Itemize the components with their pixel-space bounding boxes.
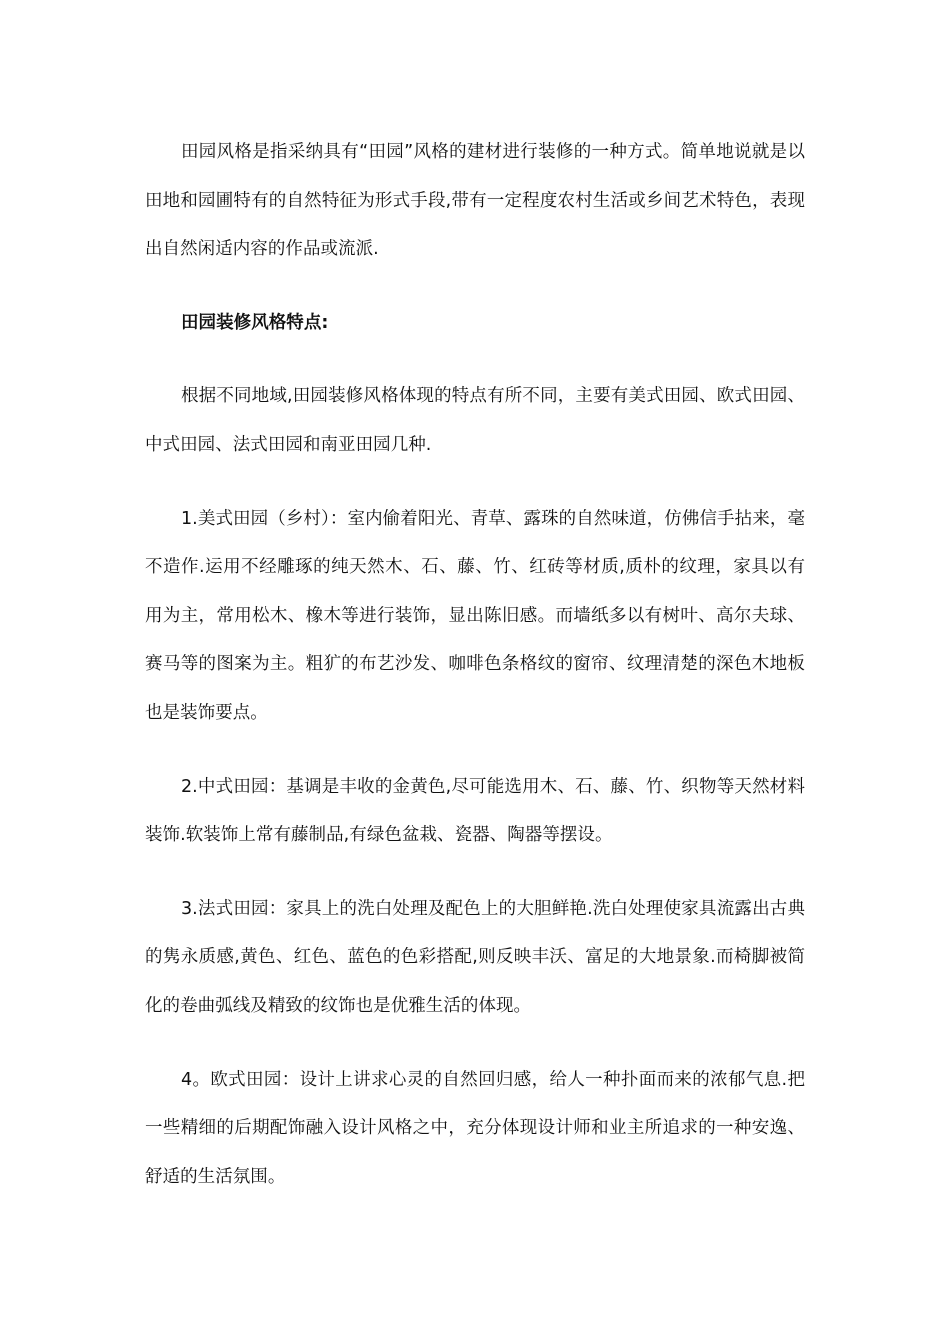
paragraph-gap [145, 347, 805, 372]
paragraph-gap [145, 1031, 805, 1056]
american-style-paragraph: 1.美式田园（乡村）：室内偷着阳光、青草、露珠的自然味道，仿佛信手拈来，毫不造作.运用不经雕琢的纯天然木、石、藤、竹、红砖等材质,质朴的纹理，家具以有用为主，常用松木、橡木等进行装饰，显出陈旧感。而墙纸多以有树叶、高尔夫球、赛马等的图案为主。粗犷的布艺沙发、咖啡色条格纹的窗帘、纹理清楚的深色木地板也是装饰要点。 [145, 508, 805, 723]
paragraph-gap [145, 274, 805, 299]
paragraph-gap [145, 860, 805, 885]
intro-paragraph: 田园风格是指采纳具有“田园”风格的建材进行装修的一种方式。简单地说就是以田地和园圃特有的自然特征为形式手段,带有一定程度农村生活或乡间艺术特色，表现出自然闲适内容的作品或流派. [145, 142, 805, 260]
section-heading: 田园装修风格特点: [181, 312, 329, 333]
french-style-paragraph: 3.法式田园：家具上的洗白处理及配色上的大胆鲜艳.洗白处理使家具流露出古典的隽永质感,黄色、红色、蓝色的色彩搭配,则反映丰沃、富足的大地景象.而椅脚被简化的卷曲弧线及精致的纹饰也是优雅生活的体现。 [145, 898, 805, 1016]
chinese-style-paragraph: 2.中式田园：基调是丰收的金黄色,尽可能选用木、石、藤、竹、织物等天然材料装饰.软装饰上常有藤制品,有绿色盆栽、瓷器、陶器等摆设。 [145, 776, 805, 846]
paragraph-gap [145, 738, 805, 763]
overview-paragraph: 根据不同地域,田园装修风格体现的特点有所不同，主要有美式田园、欧式田园、中式田园、法式田园和南亚田园几种. [145, 386, 805, 455]
document-body [145, 128, 805, 1201]
paragraph-gap [145, 470, 805, 495]
european-style-paragraph: 4。欧式田园：设计上讲求心灵的自然回归感，给人一种扑面而来的浓郁气息.把一些精细的后期配饰融入设计风格之中，充分体现设计师和业主所追求的一种安逸、舒适的生活氛围。 [145, 1069, 805, 1187]
